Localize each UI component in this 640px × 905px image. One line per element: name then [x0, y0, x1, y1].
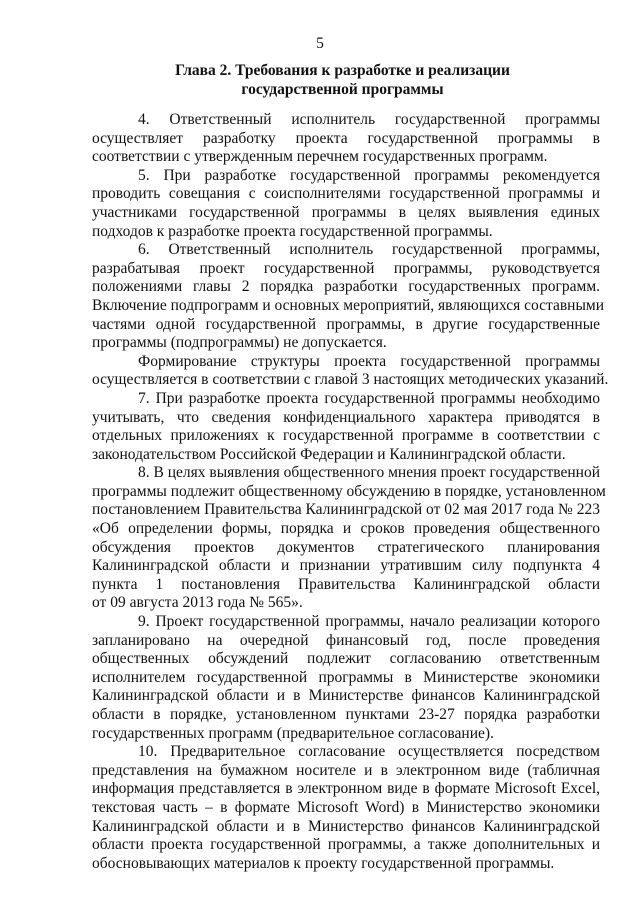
- paragraph-line: текстовая часть – в формате Microsoft Word) в Министерство экономики: [92, 798, 600, 816]
- paragraph-line: 10. Предварительное согласование осуществляется посредством: [138, 743, 600, 761]
- paragraph-line: проводить совещания с соисполнителями государственной программы и: [92, 185, 600, 203]
- paragraph: [92, 241, 604, 353]
- paragraph-line: подходов к разработке проекта государственной программы.: [92, 222, 493, 240]
- paragraph-line: государственных программ (предварительное согласование).: [92, 724, 494, 742]
- paragraph-line: «Об определении формы, порядка и сроков проведения общественного: [92, 520, 600, 538]
- paragraph-line: 7. При разработке проекта государственной программы необходимо: [138, 389, 600, 407]
- paragraph-line: Калининградской области и в Министерстве финансов Калининградской: [92, 687, 600, 705]
- chapter-title: [150, 61, 535, 99]
- paragraph-line: представления на бумажном носителе и в электронном виде (табличная: [92, 761, 600, 779]
- paragraph-line: пункта 1 постановления Правительства Калининградской области: [92, 575, 600, 593]
- paragraph-line: Калининградской области и в Министерство финансов Калининградской: [92, 817, 600, 835]
- chapter-title-line-1: Глава 2. Требования к разработке и реализации: [175, 62, 510, 79]
- chapter-title-line-2: государственной программы: [241, 81, 444, 98]
- paragraph-line: Включение подпрограмм и основных мероприятий, являющихся составными: [92, 296, 604, 314]
- paragraph-line: 6. Ответственный исполнитель государственной программы,: [138, 241, 600, 259]
- paragraph-line: законодательством Российской Федерации и Калининградской области.: [92, 445, 566, 463]
- paragraph-line: учитывать, что сведения конфиденциального характера приводятся в: [92, 408, 600, 426]
- paragraph-line: исполнителем государственной программы в Министерстве экономики: [92, 668, 600, 686]
- paragraph: [92, 352, 609, 390]
- paragraph: [92, 743, 600, 873]
- paragraph: [92, 167, 600, 241]
- paragraph-line: 4. Ответственный исполнитель государственной программы: [138, 111, 600, 128]
- page-number: 5: [316, 35, 324, 52]
- paragraph-line: программы (подпрограммы) не допускается.: [92, 334, 387, 352]
- paragraph-line: информация представляется в электронном виде в формате Microsoft Excel,: [92, 780, 600, 798]
- paragraph-line: отдельных приложениях к государственной программе в соответствии с: [92, 427, 600, 445]
- paragraph: [92, 390, 600, 464]
- paragraph: [92, 111, 600, 167]
- paragraph-line: от 09 августа 2013 года № 565».: [92, 594, 303, 612]
- paragraph-line: 5. При разработке государственной программы рекомендуется: [138, 166, 600, 184]
- paragraph-line: 9. Проект государственной программы, начало реализации которого: [138, 613, 600, 631]
- paragraph-line: Формирование структуры проекта государственной программы: [138, 352, 600, 370]
- paragraph-line: программы подлежит общественному обсуждению в порядке, установленном: [92, 482, 606, 500]
- paragraph-line: участниками государственной программы в целях выявления единых: [92, 203, 600, 221]
- paragraph-line: разрабатывая проект государственной программы, руководствуется: [92, 259, 600, 277]
- paragraph-line: соответствии с утвержденным перечнем государственных программ.: [92, 148, 548, 166]
- paragraph-line: 8. В целях выявления общественного мнения проект государственной: [138, 464, 600, 482]
- paragraph-line: общественных обсуждений подлежит согласованию ответственным: [92, 650, 600, 668]
- paragraph-line: осуществляется в соответствии с главой 3 настоящих методических указаний.: [92, 371, 609, 389]
- paragraph-line: области в порядке, установленном пунктами 23-27 порядка разработки: [92, 706, 600, 723]
- paragraph-line: обосновывающих материалов к проекту государственной программы.: [92, 854, 555, 872]
- paragraph-line: положениями главы 2 порядка разработки государственных программ.: [92, 278, 600, 296]
- paragraph: [92, 464, 606, 613]
- paragraph-line: запланировано на очередной финансовый год, после проведения: [92, 631, 600, 649]
- paragraph-line: осуществляет разработку проекта государственной программы в: [92, 129, 600, 147]
- paragraph: [92, 613, 600, 743]
- paragraph-line: частями одной государственной программы, в другие государственные: [92, 315, 600, 333]
- document-body: [92, 111, 609, 873]
- paragraph-line: области проекта государственной программы, а также дополнительных и: [92, 836, 600, 854]
- paragraph-line: постановлением Правительства Калининградской от 02 мая 2017 года № 223: [92, 501, 600, 519]
- paragraph-line: Калининградской области и признании утратившим силу подпункта 4: [92, 557, 600, 575]
- paragraph-line: обсуждения проектов документов стратегического планирования: [92, 538, 600, 556]
